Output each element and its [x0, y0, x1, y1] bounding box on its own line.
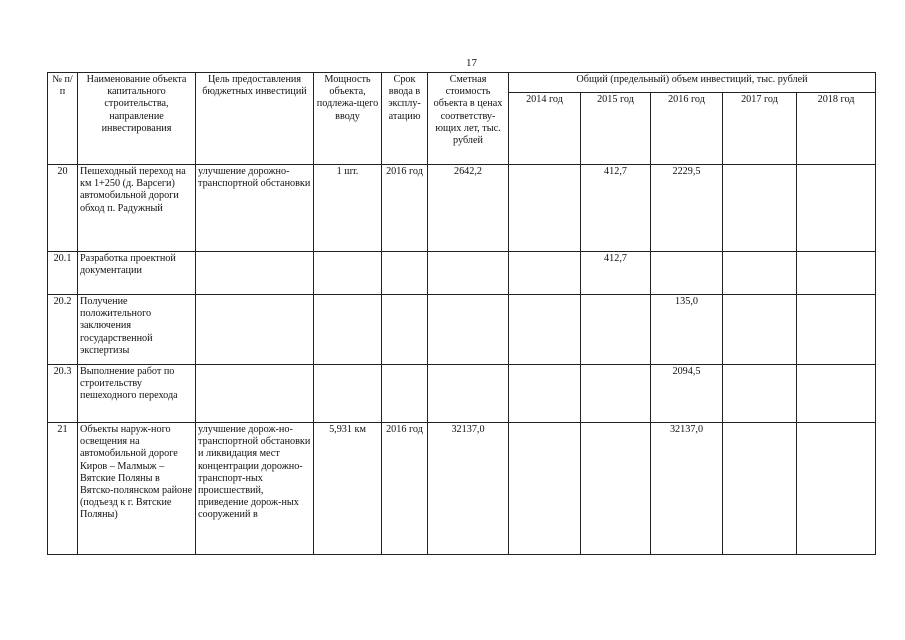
- row-y2017: [723, 295, 797, 365]
- row-y2016: [651, 252, 723, 295]
- row-term: [382, 252, 428, 295]
- row-y2014: [509, 365, 581, 423]
- row-term: 2016 год: [382, 165, 428, 252]
- row-y2015: [581, 295, 651, 365]
- row-y2016: 32137,0: [651, 423, 723, 555]
- row-y2014: [509, 423, 581, 555]
- row-y2018: [797, 165, 876, 252]
- row-name: Пешеходный переход на км 1+250 (д. Варсеги) автомобильной дороги обход п. Радужный: [78, 165, 196, 252]
- row-name: Разработка проектной документации: [78, 252, 196, 295]
- row-term: [382, 365, 428, 423]
- row-name: Выполнение работ по строительству пешеходного перехода: [78, 365, 196, 423]
- row-y2017: [723, 423, 797, 555]
- row-name: Получение положительного заключения государственной экспертизы: [78, 295, 196, 365]
- row-goal: улучшение дорож-но-транспортной обстановки и ликвидация мест концентрации дорожно-транспорт-ных происшествий, приведение дорож-ных сооружений в: [196, 423, 314, 555]
- row-capacity: [314, 252, 382, 295]
- row-capacity: 1 шт.: [314, 165, 382, 252]
- row-y2017: [723, 252, 797, 295]
- row-cost: [428, 252, 509, 295]
- row-y2016: 135,0: [651, 295, 723, 365]
- row-cost: 2642,2: [428, 165, 509, 252]
- row-goal: улучшение дорожно-транспортной обстановки: [196, 165, 314, 252]
- row-y2014: [509, 252, 581, 295]
- header-year-2017: 2017 год: [723, 93, 797, 165]
- header-num: № п/п: [48, 73, 78, 165]
- row-goal: [196, 252, 314, 295]
- row-y2014: [509, 295, 581, 365]
- header-capacity: Мощность объекта, подлежа-щего вводу: [314, 73, 382, 165]
- row-y2018: [797, 295, 876, 365]
- row-cost: 32137,0: [428, 423, 509, 555]
- header-year-2018: 2018 год: [797, 93, 876, 165]
- row-y2017: [723, 365, 797, 423]
- row-term: [382, 295, 428, 365]
- header-year-2015: 2015 год: [581, 93, 651, 165]
- row-num: 21: [48, 423, 78, 555]
- row-y2015: 412,7: [581, 252, 651, 295]
- row-term: 2016 год: [382, 423, 428, 555]
- row-num: 20.1: [48, 252, 78, 295]
- row-goal: [196, 295, 314, 365]
- table-row: [48, 165, 876, 252]
- row-y2018: [797, 423, 876, 555]
- row-capacity: [314, 295, 382, 365]
- header-goal: Цель предоставления бюджетных инвестиций: [196, 73, 314, 165]
- row-cost: [428, 295, 509, 365]
- investment-table: [47, 72, 876, 555]
- header-year-2016: 2016 год: [651, 93, 723, 165]
- row-capacity: [314, 365, 382, 423]
- row-y2017: [723, 165, 797, 252]
- row-goal: [196, 365, 314, 423]
- table-row: [48, 252, 876, 295]
- row-num: 20.2: [48, 295, 78, 365]
- row-y2015: [581, 423, 651, 555]
- row-y2015: [581, 365, 651, 423]
- row-y2016: 2229,5: [651, 165, 723, 252]
- header-year-2014: 2014 год: [509, 93, 581, 165]
- header-term: Срок ввода в эксплу-атацию: [382, 73, 428, 165]
- table-row: [48, 365, 876, 423]
- row-y2016: 2094,5: [651, 365, 723, 423]
- table-row: [48, 295, 876, 365]
- row-cost: [428, 365, 509, 423]
- row-y2018: [797, 365, 876, 423]
- row-y2015: 412,7: [581, 165, 651, 252]
- header-total-investment: Общий (предельный) объем инвестиций, тыс. рублей: [509, 73, 876, 93]
- header-name: Наименование объекта капитального строительства, направление инвестирования: [78, 73, 196, 165]
- row-num: 20: [48, 165, 78, 252]
- row-y2014: [509, 165, 581, 252]
- header-cost: Сметная стоимость объекта в ценах соответству-ющих лет, тыс. рублей: [428, 73, 509, 165]
- row-y2018: [797, 252, 876, 295]
- page-number: 17: [466, 57, 477, 69]
- row-name: Объекты наруж-ного освещения на автомобильной дороге Киров – Малмыж – Вятские Поляны в Вятско-полянском районе (подъезд к г. Вятские Поляны): [78, 423, 196, 555]
- row-num: 20.3: [48, 365, 78, 423]
- table-row: [48, 423, 876, 555]
- row-capacity: 5,931 км: [314, 423, 382, 555]
